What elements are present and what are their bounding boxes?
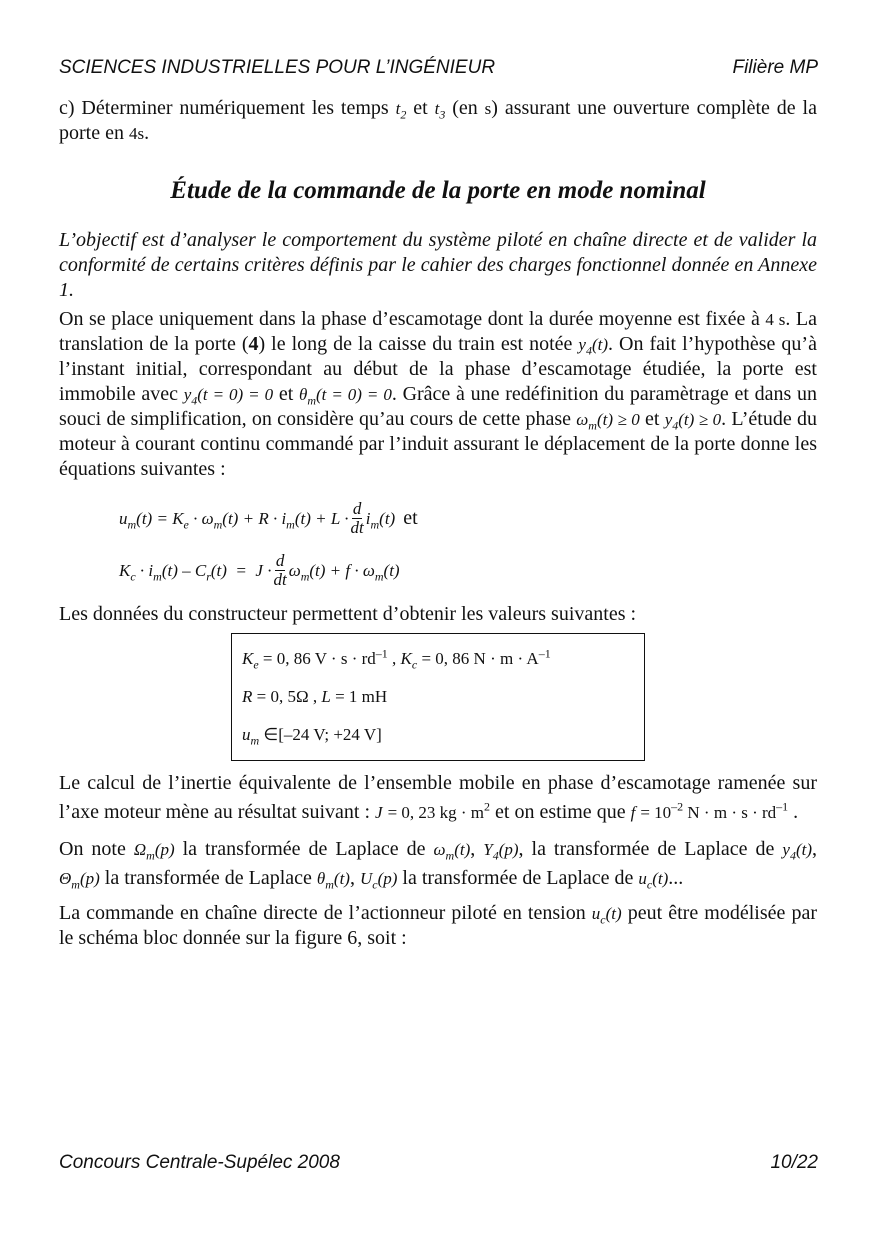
footer-left: Concours Centrale-Supélec 2008 xyxy=(59,1152,340,1173)
running-header-left: SCIENCES INDUSTRIELLES POUR L’INGÉNIEUR xyxy=(59,57,496,78)
constructor-paragraph: Les données du constructeur permettent d’obtenir les valeurs suivantes : xyxy=(59,603,637,625)
objective-paragraph: L’objectif est d’analyser le comportement du système piloté en chaîne directe et de valider la conformité de certains critères définis par le cahier des charges fonctionnel donnée en Annexe 1. xyxy=(59,229,817,301)
command-paragraph: La commande en chaîne directe de l’actionneur piloté en tension $u_c(t)$ peut être modélisée par le schéma bloc donnée sur la figure 6, soit : xyxy=(59,902,817,949)
constructor-data-box xyxy=(231,633,645,761)
page-number: 10/22 xyxy=(770,1152,818,1173)
inertia-paragraph: Le calcul de l’inertie équivalente de l’ensemble mobile en phase d’escamotage ramenée sur l’axe moteur mène au résultat suivant : J = 0, 23 kg · $m^2$ et on estime que $f = 10^{-2}$ $N \cdot m \cdot s \cdot rd^{-1}$ . xyxy=(59,772,817,823)
page-content xyxy=(59,96,817,951)
equation-electrical: $u_m(t) = K_e \cdot \omega_m(t) + R \cdot i_m(t) + L$ · $\frac{d}{dt}$ $i_m(t)$ et xyxy=(119,498,418,537)
laplace-paragraph: On note $\Omega_m(p)$ la transformée de Laplace de $\omega_m(t)$, $Y_4(p)$, la transformée de Laplace de $y_4(t)$, $\Theta_m(p)$ la transformée de Laplace $\theta_m(t)$, $U_c(p)$ la transformée de Laplace de $u_c(t)$... xyxy=(59,838,817,892)
phase-paragraph: On se place uniquement dans la phase d’escamotage dont la durée moyenne est fixée à 4 s. La translation de la porte (4) le long de la caisse du train est notée $y_4(t)$. On fait l’hypothèse qu’à l’instant initial, correspondant au début de la phase d’escamotage étudiée, la porte est immobile avec $y_4(t = 0) = 0$ et $\theta_m(t = 0) = 0$. Grâce à une redéfinition du paramètrage et dans un souci de simplification, on considère qu’au cours de cette phase $\omega_m(t) \ge 0$ et $y_4(t) \ge 0$. L’étude du moteur à courant continu commandé par l’induit assurant le déplacement de la porte donne les équations suivantes : xyxy=(59,308,817,480)
section-title: Étude de la commande de la porte en mode nominal xyxy=(170,177,706,204)
box-line-constants: $K_e = 0$, 86 $V \cdot s \cdot rd^{-1}$ , $K_c = 0$, 86 $N \cdot m \cdot A^{-1}$ xyxy=(242,646,551,672)
question-c: c) Déterminer numériquement les temps $t_2$ et $t_3$ (en s) assurant une ouverture complète de la porte en 4s. xyxy=(59,97,817,144)
box-line-rl: R = 0, 5Ω , L = 1 mH xyxy=(242,687,388,706)
equation-mechanical: $K_c \cdot i_m(t) - C_r(t) = J$ · $\frac{d}{dt}$ $\omega_m(t) + f \cdot \omega_m(t)$ xyxy=(119,550,400,589)
running-header-right: Filière MP xyxy=(732,57,818,78)
box-line-range: $u_m$ ∈[–24 V; +24 V] xyxy=(242,725,382,748)
